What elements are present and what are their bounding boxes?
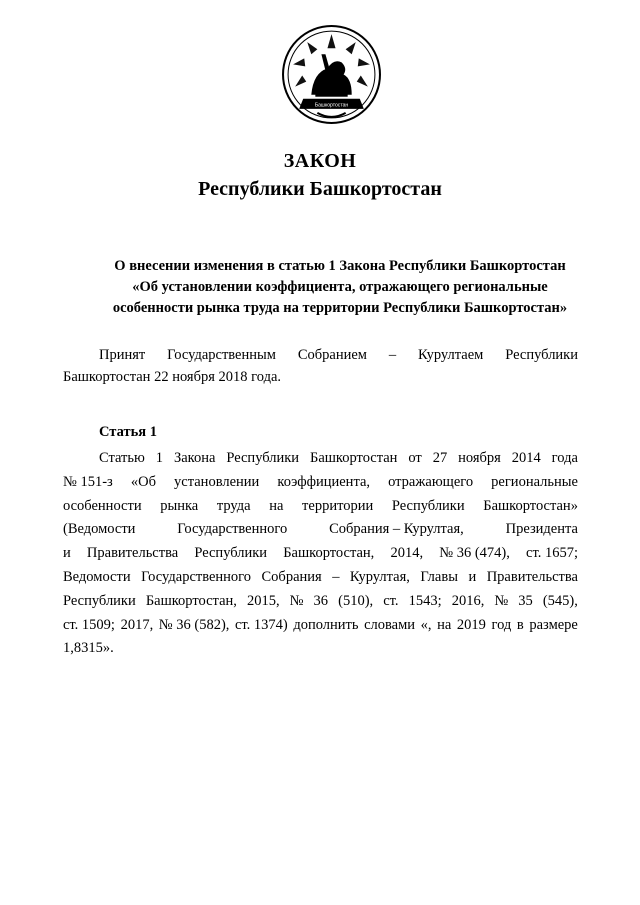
word: 2016, xyxy=(451,592,485,609)
word: Курултаем xyxy=(418,347,484,363)
word: № 151-з xyxy=(63,473,113,490)
word: на xyxy=(269,497,284,514)
subject-line: О внесении изменения в статью 1 Закона Республики Башкортостан xyxy=(114,258,566,274)
word: № xyxy=(289,592,304,609)
word: Республики xyxy=(194,545,268,562)
word: Правительства xyxy=(86,545,179,562)
text-line xyxy=(63,471,578,495)
word: Принят xyxy=(99,347,146,363)
word: 1 xyxy=(155,450,164,466)
article-body xyxy=(63,447,578,661)
text-line: 1,8315». xyxy=(63,640,114,657)
word: ст. 1657; xyxy=(526,545,578,562)
word: год xyxy=(491,616,512,633)
word: (510), xyxy=(338,592,374,609)
text-line xyxy=(63,590,578,614)
word: дополнить xyxy=(293,616,359,633)
word: отражающего xyxy=(388,473,474,490)
word: ст. 1509; xyxy=(63,616,115,633)
word: (Ведомости xyxy=(63,521,136,538)
document-type-title: ЗАКОН xyxy=(283,150,357,172)
word: ст. xyxy=(383,592,399,609)
word: Башкортостан xyxy=(310,450,398,466)
subject-line: «Об установлении коэффициента, отражающего региональные xyxy=(132,279,548,295)
word: размере xyxy=(529,616,578,633)
word: (545), xyxy=(542,592,578,609)
word: № 36 (582), xyxy=(158,616,230,633)
word: 36 xyxy=(313,592,329,609)
word: Курултая, xyxy=(349,568,410,585)
word: «, xyxy=(420,616,432,633)
text-line xyxy=(63,566,578,590)
word: Государственного xyxy=(141,568,252,585)
word: ноября xyxy=(458,450,501,466)
word: региональные xyxy=(491,473,578,490)
text-line xyxy=(63,542,578,566)
issuer-title: Республики Башкортостан xyxy=(198,178,442,200)
coat-of-arms-emblem xyxy=(281,24,382,125)
word: установлении xyxy=(174,473,260,490)
word: от xyxy=(408,450,422,466)
word: Ведомости xyxy=(63,568,131,585)
word: и xyxy=(468,568,477,585)
word: Республики xyxy=(63,592,136,609)
word: Собрания – Курултая, xyxy=(329,521,464,538)
word: 2017, xyxy=(120,616,154,633)
word: 2019 xyxy=(456,616,486,633)
text-line: Башкортостан 22 ноября 2018 года. xyxy=(63,369,282,385)
text-line xyxy=(99,344,578,366)
word: в xyxy=(516,616,524,633)
word: на xyxy=(437,616,452,633)
word: «Об xyxy=(130,473,156,490)
word: года xyxy=(551,450,578,466)
word: и xyxy=(63,545,71,562)
word: 2015, xyxy=(246,592,280,609)
text-line xyxy=(63,495,578,519)
word: 27 xyxy=(432,450,448,466)
word: Башкортостан, xyxy=(283,545,375,562)
word: № xyxy=(494,592,509,609)
word: Собранием xyxy=(297,347,367,363)
word: коэффициента, xyxy=(277,473,371,490)
adoption-paragraph xyxy=(63,344,578,388)
text-line xyxy=(99,447,578,471)
word: рынка xyxy=(160,497,199,514)
word: Башкортостан, xyxy=(145,592,237,609)
word: особенности xyxy=(63,497,142,514)
text-line xyxy=(63,518,578,542)
word: Государственным xyxy=(167,347,276,363)
word: труда xyxy=(216,497,251,514)
word: Президента xyxy=(505,521,578,538)
word: № 36 (474), xyxy=(439,545,510,562)
word: Республики xyxy=(391,497,465,514)
word: Главы xyxy=(420,568,458,585)
word: 2014, xyxy=(390,545,424,562)
word: Закона xyxy=(173,450,216,466)
word: Статью xyxy=(99,450,145,466)
word: 2014 xyxy=(511,450,541,466)
word: 1543; xyxy=(408,592,442,609)
text-line xyxy=(63,614,578,638)
word: – xyxy=(388,347,397,363)
word: Собрания xyxy=(261,568,322,585)
word: Республики xyxy=(226,450,300,466)
word: 35 xyxy=(518,592,533,609)
word: территории xyxy=(302,497,374,514)
word: Правительства xyxy=(486,568,578,585)
emblem-banner-text: Башкортостан xyxy=(314,102,349,109)
law-subject xyxy=(80,256,600,319)
word: словами xyxy=(364,616,416,633)
word: Государственного xyxy=(177,521,288,538)
word: Республики xyxy=(505,347,578,363)
word: – xyxy=(332,568,340,585)
article-heading: Статья 1 xyxy=(99,424,157,440)
subject-line: особенности рынка труда на территории Республики Башкортостан» xyxy=(112,300,568,316)
word: ст. 1374) xyxy=(235,616,288,633)
word: Башкортостан» xyxy=(483,497,578,514)
